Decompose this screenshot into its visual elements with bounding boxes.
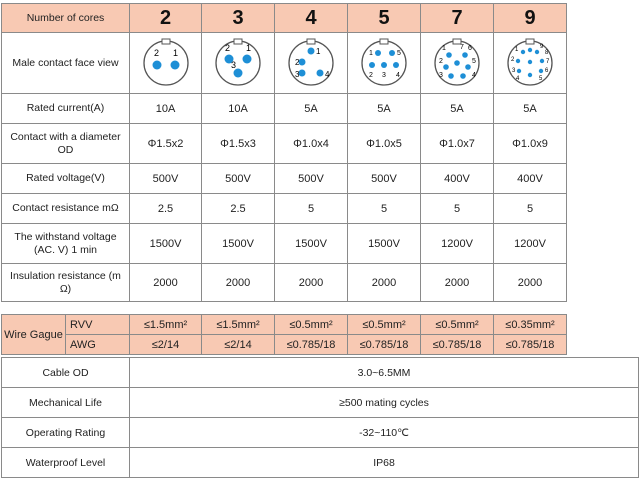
cell: ≤0.785/18 <box>421 335 494 355</box>
spec-value: ≥500 mating cycles <box>130 388 639 418</box>
svg-text:2: 2 <box>511 57 515 63</box>
svg-text:4: 4 <box>472 72 476 79</box>
cell: 5 <box>275 194 348 224</box>
cell: ≤1.5mm² <box>130 315 202 335</box>
svg-text:5: 5 <box>397 50 401 57</box>
cell: ≤0.5mm² <box>348 315 421 335</box>
row-label-rated-voltage: Rated voltage(V) <box>2 164 130 194</box>
cell: 2000 <box>494 264 567 302</box>
cell: Φ1.0x5 <box>348 124 421 164</box>
core-count: 5 <box>348 4 421 33</box>
cell: ≤0.5mm² <box>275 315 348 335</box>
cell: 400V <box>421 164 494 194</box>
spec-label-cable-od: Cable OD <box>2 358 130 388</box>
connector-face-5 <box>348 33 421 94</box>
svg-text:5: 5 <box>539 76 543 82</box>
cell: 5 <box>348 194 421 224</box>
row-label-rated-current: Rated current(A) <box>2 94 130 124</box>
svg-text:3: 3 <box>512 68 516 74</box>
svg-text:2: 2 <box>439 58 443 65</box>
spec-label-operating-rating: Operating Rating <box>2 418 130 448</box>
svg-text:5: 5 <box>472 58 476 65</box>
core-count: 2 <box>130 4 202 33</box>
core-count: 3 <box>202 4 275 33</box>
connector-4pin-icon <box>285 37 337 89</box>
cell: Φ1.0x9 <box>494 124 567 164</box>
header-label: Number of cores <box>2 4 130 33</box>
svg-text:1: 1 <box>246 43 252 53</box>
connector-2pin-icon <box>140 37 192 89</box>
core-count: 4 <box>275 4 348 33</box>
cell: ≤2/14 <box>202 335 275 355</box>
row-label-contact-diameter: Contact with a diameter OD <box>2 124 130 164</box>
connector-5pin-icon <box>358 37 410 89</box>
spec-label-waterproof-level: Waterproof Level <box>2 448 130 478</box>
cell: ≤0.785/18 <box>275 335 348 355</box>
svg-text:9: 9 <box>540 44 544 50</box>
cell: 5A <box>421 94 494 124</box>
cell: 500V <box>348 164 421 194</box>
svg-text:2: 2 <box>295 58 300 67</box>
cell: 2000 <box>275 264 348 302</box>
spec-value: -32~110℃ <box>130 418 639 448</box>
cell: 1500V <box>202 224 275 264</box>
cell: 400V <box>494 164 567 194</box>
connector-face-7 <box>421 33 494 94</box>
connector-face-4 <box>275 33 348 94</box>
cell: Φ1.5x3 <box>202 124 275 164</box>
row-label-withstand-voltage: The withstand voltage (AC. V) 1 min <box>2 224 130 264</box>
cell: ≤1.5mm² <box>202 315 275 335</box>
cell: 5A <box>494 94 567 124</box>
cell: 2000 <box>421 264 494 302</box>
cell: 5A <box>348 94 421 124</box>
spec-value: 3.0~6.5MM <box>130 358 639 388</box>
wire-gauge-label: Wire Gague <box>2 315 66 355</box>
svg-text:1: 1 <box>316 47 321 56</box>
cell: 5A <box>275 94 348 124</box>
svg-text:4: 4 <box>396 72 400 79</box>
spec-value: IP68 <box>130 448 639 478</box>
core-count: 9 <box>494 4 567 33</box>
pin-number: 2 <box>153 48 159 58</box>
cell: 2.5 <box>202 194 275 224</box>
svg-text:4: 4 <box>516 76 520 82</box>
cell: ≤0.35mm² <box>494 315 567 335</box>
svg-text:1: 1 <box>442 45 446 52</box>
cell: 10A <box>130 94 202 124</box>
row-label-contact-resistance: Contact resistance mΩ <box>2 194 130 224</box>
connector-face-9 <box>494 33 567 94</box>
svg-text:4: 4 <box>325 70 330 79</box>
connector-3pin-icon <box>212 37 264 89</box>
cell: 500V <box>202 164 275 194</box>
cell: 2000 <box>130 264 202 302</box>
cell: 1500V <box>130 224 202 264</box>
cell: 2000 <box>348 264 421 302</box>
svg-text:2: 2 <box>369 72 373 79</box>
cell: Φ1.0x4 <box>275 124 348 164</box>
connector-9pin-icon <box>504 37 556 89</box>
core-count: 7 <box>421 4 494 33</box>
cell: Φ1.5x2 <box>130 124 202 164</box>
pin-number: 1 <box>172 48 178 58</box>
cell: 500V <box>275 164 348 194</box>
cell: 5 <box>494 194 567 224</box>
svg-text:1: 1 <box>515 47 519 53</box>
general-specs-table <box>1 357 639 478</box>
cell: 10A <box>202 94 275 124</box>
wire-gauge-table <box>1 314 567 355</box>
spec-table <box>1 3 567 302</box>
cell: 2.5 <box>130 194 202 224</box>
svg-text:3: 3 <box>295 70 300 79</box>
svg-text:6: 6 <box>545 68 549 74</box>
svg-text:7: 7 <box>546 59 550 65</box>
cell: ≤0.785/18 <box>494 335 567 355</box>
svg-text:6: 6 <box>468 45 472 52</box>
svg-text:3: 3 <box>231 60 237 70</box>
svg-text:7: 7 <box>460 44 464 51</box>
row-label-insulation-resistance: Insulation resistance (m Ω) <box>2 264 130 302</box>
svg-text:3: 3 <box>439 72 443 79</box>
cell: Φ1.0x7 <box>421 124 494 164</box>
cell: ≤0.785/18 <box>348 335 421 355</box>
svg-text:2: 2 <box>225 43 231 53</box>
cell: 1500V <box>348 224 421 264</box>
cell: 5 <box>421 194 494 224</box>
svg-text:3: 3 <box>382 72 386 79</box>
cell: 1200V <box>494 224 567 264</box>
face-label: Male contact face view <box>2 33 130 94</box>
cell: 2000 <box>202 264 275 302</box>
svg-text:1: 1 <box>369 50 373 57</box>
cell: ≤0.5mm² <box>421 315 494 335</box>
connector-face-2 <box>130 33 202 94</box>
connector-7pin-icon <box>431 37 483 89</box>
spec-label-mechanical-life: Mechanical Life <box>2 388 130 418</box>
svg-text:8: 8 <box>545 50 549 56</box>
awg-label: AWG <box>66 335 130 355</box>
rvv-label: RVV <box>66 315 130 335</box>
connector-face-3 <box>202 33 275 94</box>
cell: ≤2/14 <box>130 335 202 355</box>
cell: 1500V <box>275 224 348 264</box>
cell: 500V <box>130 164 202 194</box>
cell: 1200V <box>421 224 494 264</box>
